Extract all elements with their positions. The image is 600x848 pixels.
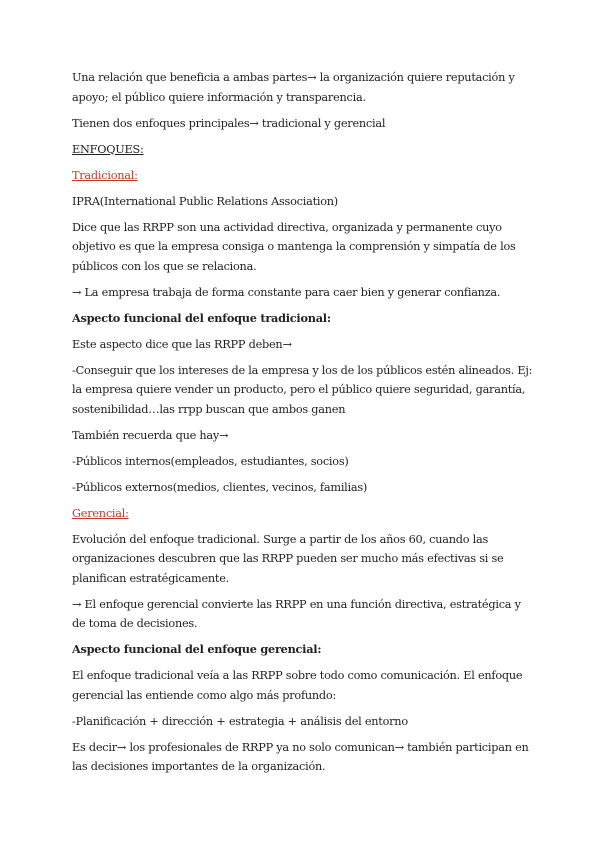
paragraph-managerial-function: → El enfoque gerencial convierte las RRPP en una función directiva, estratégica y de toma de decisiones. — [72, 597, 521, 630]
heading-gerencial: Gerencial: — [72, 506, 129, 520]
heading-aspecto-gerencial: Aspecto funcional del enfoque gerencial: — [72, 642, 322, 656]
list-item-planning: -Planificación + dirección + estrategia + análisis del entorno — [72, 714, 408, 728]
paragraph-ipra: IPRA(International Public Relations Association) — [72, 194, 338, 208]
heading-tradicional: Tradicional: — [72, 168, 138, 182]
paragraph-also-remember: También recuerda que hay→ — [72, 428, 229, 442]
list-item-external-publics: -Públicos externos(medios, clientes, vecinos, familias) — [72, 480, 368, 494]
paragraph-two-approaches: Tienen dos enfoques principales→ tradicional y gerencial — [72, 116, 386, 130]
paragraph-intro: Una relación que beneficia a ambas partes→ la organización quiere reputación y apoyo; el público quiere información y transparencia. — [72, 71, 515, 104]
document-body — [72, 68, 534, 783]
paragraph-constant-work: → La empresa trabaja de forma constante para caer bien y generar confianza. — [72, 285, 501, 299]
heading-aspecto-tradicional: Aspecto funcional del enfoque tradicional: — [72, 310, 331, 325]
list-item-internal-publics: -Públicos internos(empleados, estudiantes, socios) — [72, 454, 349, 468]
heading-enfoques: ENFOQUES: — [72, 142, 144, 156]
paragraph-ipra-definition: Dice que las RRPP son una actividad directiva, organizada y permanente cuyo objetivo es que la empresa consiga o mantenga la comprensión y simpatía de los públicos con los que se relaciona. — [72, 220, 516, 273]
paragraph-evolution: Evolución del enfoque tradicional. Surge a partir de los años 60, cuando las organizaciones descubren que las RRPP pueden ser mucho más efectivas si se planifican estratégicamente. — [72, 532, 504, 585]
paragraph-aspect-says: Este aspecto dice que las RRPP deben→ — [72, 337, 292, 351]
paragraph-conclusion: Es decir→ los profesionales de RRPP ya no solo comunican→ también participan en las decisiones importantes de la organización. — [72, 740, 529, 773]
paragraph-traditional-vs-managerial: El enfoque tradicional veía a las RRPP sobre todo como comunicación. El enfoque gerencial las entiende como algo más profundo: — [72, 669, 523, 702]
paragraph-align-interests: -Conseguir que los intereses de la empresa y los de los públicos estén alineados. Ej: la empresa quiere vender un producto, pero el público quiere seguridad, garantía, sostenibilidad…las rrpp buscan que ambos ganen — [72, 363, 533, 416]
